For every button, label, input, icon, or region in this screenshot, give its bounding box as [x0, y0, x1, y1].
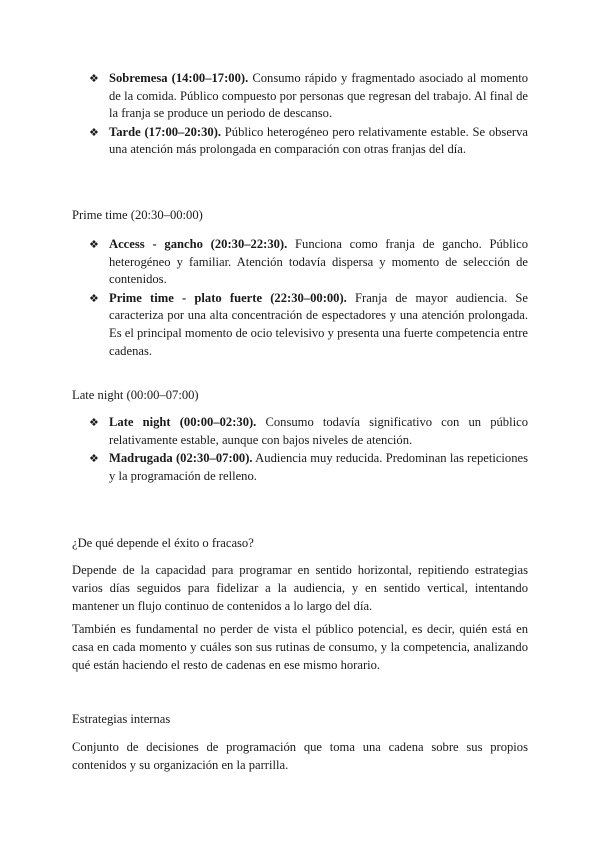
success-paragraph-1: Depende de la capacidad para programar en sentido horizontal, repitiendo estrategias varios días seguidos para fidelizar a la audiencia, y en sentido vertical, intentando mantener un flujo continuo de contenidos a lo largo del día.	[72, 563, 528, 613]
list-item-term: Sobremesa (14:00–17:00).	[109, 71, 249, 85]
internal-strategies-heading: Estrategias internas	[72, 712, 171, 726]
internal-strategies-paragraph: Conjunto de decisiones de programación que toma una cadena sobre sus propios contenidos y su organización en la parrilla.	[72, 740, 528, 772]
list-item-text: Consumo rápido y fragmentado asociado al momento de la comida. Público compuesto por personas que regresan del trabajo. Al final de la franja se produce un periodo de descanso.	[109, 71, 529, 121]
top-bullet-list	[72, 70, 528, 160]
prime-time-list	[72, 236, 528, 361]
late-night-list	[72, 414, 528, 486]
list-item	[72, 290, 528, 360]
list-item-term: Prime time - plato fuerte (22:30–00:00).	[109, 290, 347, 305]
list-item	[72, 70, 528, 123]
list-item-term: Access - gancho (20:30–22:30).	[109, 237, 288, 251]
diamond-bullet-icon: ❖	[89, 72, 99, 85]
list-item	[72, 124, 528, 159]
list-item-term: Tarde (17:00–20:30).	[109, 124, 222, 139]
success-paragraph-2: También es fundamental no perder de vista el público potencial, es decir, quién está en casa en cada momento y cuáles son sus rutinas de consumo, y la competencia, analizando qué están haciendo el resto de cadenas en ese mismo horario.	[72, 622, 528, 672]
diamond-bullet-icon: ❖	[89, 416, 99, 429]
list-item-text: Franja de mayor audiencia. Se caracteriza por una alta concentración de espectadores y una atención prolongada. Es el principal momento de ocio televisivo y presenta una fuerte competencia entre cadenas.	[109, 290, 528, 358]
diamond-bullet-icon: ❖	[89, 291, 99, 305]
list-item-term: Late night (00:00–02:30).	[109, 415, 257, 429]
success-heading: ¿De qué depende el éxito o fracaso?	[72, 536, 254, 550]
diamond-bullet-icon: ❖	[89, 452, 99, 466]
prime-time-heading: Prime time (20:30–00:00)	[72, 208, 203, 222]
list-item	[72, 236, 528, 289]
list-item-text: Audiencia muy reducida. Predominan las repeticiones y la programación de relleno.	[109, 451, 529, 483]
list-item-term: Madrugada (02:30–07:00).	[109, 451, 253, 466]
diamond-bullet-icon: ❖	[89, 238, 99, 251]
late-night-heading: Late night (00:00–07:00)	[72, 388, 199, 402]
diamond-bullet-icon: ❖	[89, 125, 99, 139]
list-item	[72, 414, 528, 449]
list-item-text: Funciona como franja de gancho. Público heterogéneo y familiar. Atención todavía dispersa y momento de selección de contenidos.	[109, 237, 528, 287]
list-item-text: Consumo todavía significativo con un público relativamente estable, aunque con bajos niveles de atención.	[109, 415, 528, 447]
list-item	[72, 450, 528, 485]
list-item-text: Público heterogéneo pero relativamente estable. Se observa una atención más prolongada en comparación con otras franjas del día.	[109, 124, 528, 157]
